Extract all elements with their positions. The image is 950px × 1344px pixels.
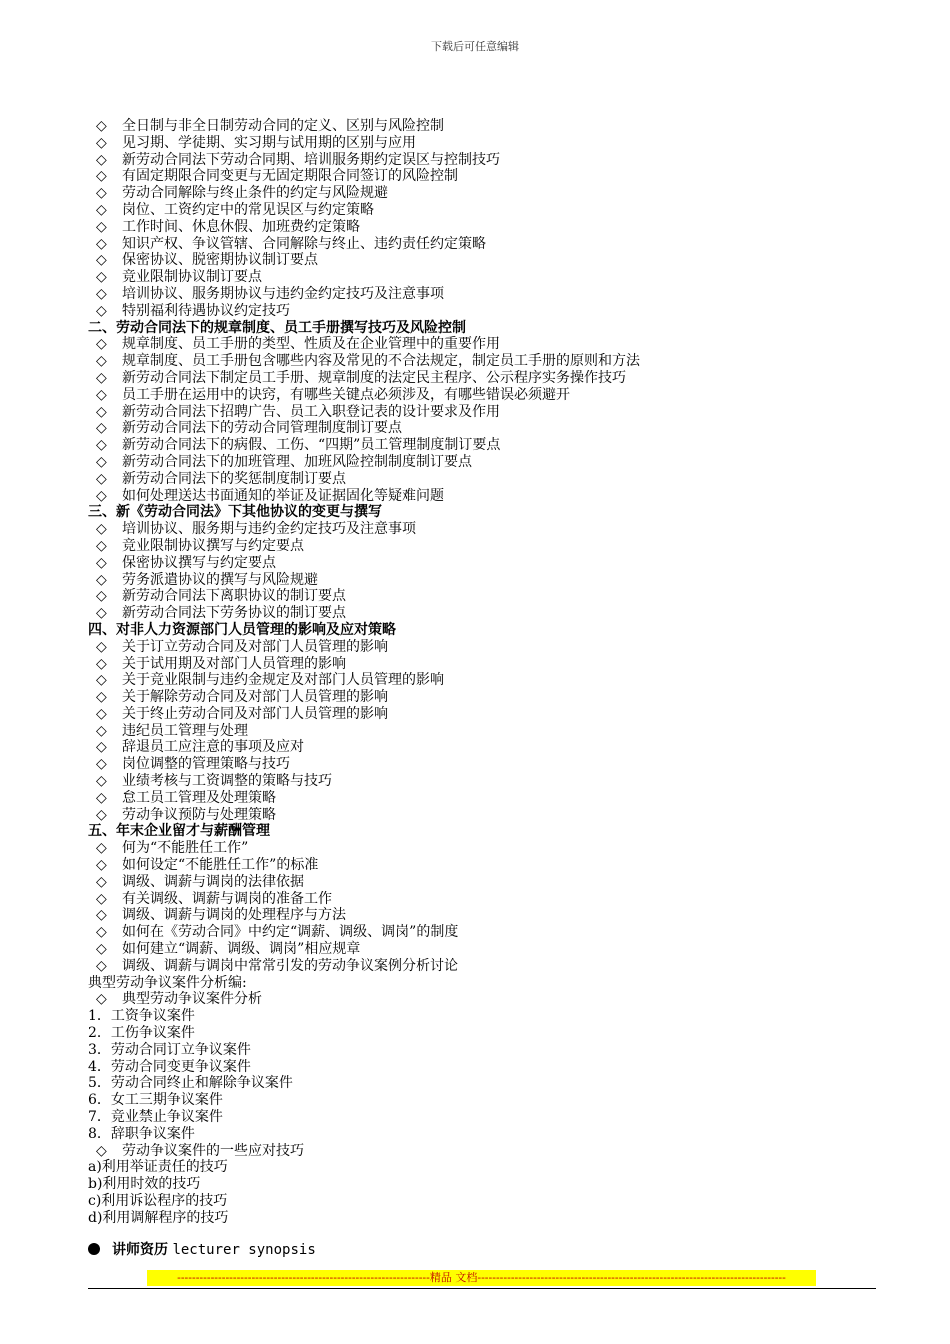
list-item-text: 新劳动合同法下离职协议的制订要点 (122, 588, 346, 605)
diamond-bullet-icon: ◇ (96, 302, 107, 319)
list-item-text: 关于终止劳动合同及对部门人员管理的影响 (122, 705, 388, 722)
section-heading: 五、年末企业留才与薪酬管理 (88, 823, 270, 840)
diamond-bullet-icon: ◇ (96, 756, 107, 773)
diamond-bullet-icon: ◇ (96, 168, 107, 185)
text-line: 7．竞业禁止争议案件 (88, 1109, 223, 1126)
diamond-bullet-icon: ◇ (96, 403, 107, 420)
diamond-bullet-icon: ◇ (96, 705, 107, 722)
list-item-text: 劳务派遣协议的撰写与风险规避 (122, 571, 318, 588)
diamond-bullet-icon: ◇ (96, 857, 107, 874)
list-item-text: 岗位、工资约定中的常见误区与约定策略 (122, 201, 374, 218)
list-item-text: 劳动争议预防与处理策略 (122, 806, 276, 823)
list-item (88, 756, 868, 773)
speaker-section-heading (88, 1241, 316, 1259)
diamond-bullet-icon: ◇ (96, 638, 107, 655)
text-line: c)利用诉讼程序的技巧 (88, 1193, 228, 1209)
footer-right-dashes: ----------------------------------------------------------------------------------- (477, 1271, 786, 1284)
diamond-bullet-icon: ◇ (96, 201, 107, 218)
diamond-bullet-icon: ◇ (96, 235, 107, 252)
list-item-text: 何为“不能胜任工作” (122, 840, 249, 857)
diamond-bullet-icon: ◇ (96, 285, 107, 302)
list-item-text: 怠工员工管理及处理策略 (122, 789, 276, 806)
list-item-text: 新劳动合同法下招聘广告、员工入职登记表的设计要求及作用 (122, 403, 500, 420)
list-item (88, 471, 868, 488)
list-item-text: 培训协议、服务期与违约金约定技巧及注意事项 (122, 521, 416, 538)
diamond-bullet-icon: ◇ (96, 957, 107, 974)
diamond-bullet-icon: ◇ (96, 672, 107, 689)
list-item (88, 454, 868, 471)
list-item (88, 118, 868, 135)
list-item (88, 538, 868, 555)
diamond-bullet-icon: ◇ (96, 353, 107, 370)
diamond-bullet-icon: ◇ (96, 437, 107, 454)
list-item (88, 874, 868, 891)
list-item-text: 违纪员工管理与处理 (122, 722, 248, 739)
diamond-bullet-icon: ◇ (96, 571, 107, 588)
diamond-bullet-icon: ◇ (96, 336, 107, 353)
list-item (88, 420, 868, 437)
list-item (88, 639, 868, 656)
list-item-text: 见习期、学徒期、实习期与试用期的区别与应用 (122, 134, 416, 151)
list-item (88, 958, 868, 975)
list-item (88, 924, 868, 941)
diamond-bullet-icon: ◇ (96, 722, 107, 739)
list-item-text: 新劳动合同法下的加班管理、加班风险控制制度制订要点 (122, 453, 472, 470)
list-item-text: 竞业限制协议制订要点 (122, 269, 262, 286)
diamond-bullet-icon: ◇ (96, 185, 107, 202)
text-line: a)利用举证责任的技巧 (88, 1159, 228, 1176)
list-item-text: 知识产权、争议管辖、合同解除与终止、违约责任约定策略 (122, 235, 486, 252)
bullet-dot-icon (88, 1243, 100, 1255)
list-item (88, 185, 868, 202)
diamond-bullet-icon: ◇ (96, 941, 107, 958)
list-item-text: 劳动争议案件的一些应对技巧 (122, 1142, 304, 1159)
speaker-heading-cn: 讲师资历 (112, 1242, 168, 1258)
list-item-text: 保密协议撰写与约定要点 (122, 554, 276, 571)
list-item (88, 555, 868, 572)
list-item (88, 286, 868, 303)
list-item (88, 353, 868, 370)
list-item (88, 840, 868, 857)
text-line: 8．辞职争议案件 (88, 1125, 195, 1142)
list-item-text: 业绩考核与工资调整的策略与技巧 (122, 773, 332, 790)
list-item (88, 236, 868, 253)
list-item-text: 劳动合同解除与终止条件的约定与风险规避 (122, 185, 388, 202)
diamond-bullet-icon: ◇ (96, 773, 107, 790)
diamond-bullet-icon: ◇ (96, 588, 107, 605)
diamond-bullet-icon: ◇ (96, 269, 107, 286)
list-item-text: 新劳动合同法下的病假、工伤、“四期”员工管理制度制订要点 (122, 437, 501, 454)
diamond-bullet-icon: ◇ (96, 789, 107, 806)
list-item-text: 如何在《劳动合同》中约定“调薪、调级、调岗”的制度 (122, 924, 459, 941)
list-item-text: 培训协议、服务期协议与违约金约定技巧及注意事项 (122, 285, 444, 302)
list-item-text: 全日制与非全日制劳动合同的定义、区别与风险控制 (122, 118, 444, 134)
section-heading: 四、对非人力资源部门人员管理的影响及应对策略 (88, 621, 396, 638)
list-item-text: 岗位调整的管理策略与技巧 (122, 756, 290, 773)
list-item-text: 有关调级、调薪与调岗的准备工作 (122, 890, 332, 907)
list-item (88, 252, 868, 269)
list-item (88, 605, 868, 622)
text-line: 1．工资争议案件 (88, 1008, 195, 1025)
text-line: 6．女工三期争议案件 (88, 1092, 223, 1109)
diamond-bullet-icon: ◇ (96, 118, 107, 134)
list-item-text: 新劳动合同法下制定员工手册、规章制度的法定民主程序、公示程序实务操作技巧 (122, 369, 626, 386)
list-item-text: 如何处理送达书面通知的举证及证据固化等疑难问题 (122, 487, 444, 504)
diamond-bullet-icon: ◇ (96, 840, 107, 857)
footer-banner (147, 1270, 816, 1286)
diamond-bullet-icon: ◇ (96, 991, 107, 1008)
diamond-bullet-icon: ◇ (96, 420, 107, 437)
list-item (88, 689, 868, 706)
list-item (88, 336, 868, 353)
diamond-bullet-icon: ◇ (96, 605, 107, 622)
text-line: 2．工伤争议案件 (88, 1025, 195, 1042)
diamond-bullet-icon: ◇ (96, 521, 107, 538)
diamond-bullet-icon: ◇ (96, 689, 107, 706)
text-line: b)利用时效的技巧 (88, 1176, 201, 1193)
list-item (88, 168, 868, 185)
diamond-bullet-icon: ◇ (96, 151, 107, 168)
list-item-text: 工作时间、休息休假、加班费约定策略 (122, 218, 360, 235)
list-item (88, 219, 868, 236)
list-item (88, 387, 868, 404)
list-item-text: 典型劳动争议案件分析 (122, 991, 262, 1008)
list-item (88, 572, 868, 589)
diamond-bullet-icon: ◇ (96, 386, 107, 403)
footer-label: 精品 文档 (429, 1271, 478, 1284)
list-item-text: 规章制度、员工手册包含哪些内容及常见的不合法规定，制定员工手册的原则和方法 (122, 353, 640, 370)
diamond-bullet-icon: ◇ (96, 907, 107, 924)
text-line: 5．劳动合同终止和解除争议案件 (88, 1075, 293, 1092)
footer-left-dashes: -------------------------------------------------------------------- (177, 1271, 430, 1284)
speaker-heading-en: lecturer synopsis (172, 1242, 316, 1258)
list-item (88, 941, 868, 958)
list-item (88, 303, 868, 320)
list-item-text: 新劳动合同法下劳动合同期、培训服务期约定误区与控制技巧 (122, 151, 500, 168)
text-line: d)利用调解程序的技巧 (88, 1209, 229, 1226)
list-item (88, 672, 868, 689)
list-item (88, 404, 868, 421)
diamond-bullet-icon: ◇ (96, 487, 107, 504)
list-item-text: 如何设定“不能胜任工作”的标准 (122, 857, 319, 874)
footer-rule (88, 1288, 876, 1289)
list-item (88, 202, 868, 219)
list-item (88, 135, 868, 152)
diamond-bullet-icon: ◇ (96, 369, 107, 386)
page-header: 下载后可任意编辑 (431, 40, 519, 53)
list-item-text: 员工手册在运用中的诀窍，有哪些关键点必须涉及，有哪些错误必须避开 (122, 386, 570, 403)
list-item (88, 790, 868, 807)
list-item-text: 关于解除劳动合同及对部门人员管理的影响 (122, 689, 388, 706)
list-item (88, 656, 868, 673)
diamond-bullet-icon: ◇ (96, 1142, 107, 1159)
list-item (88, 269, 868, 286)
list-item-text: 关于试用期及对部门人员管理的影响 (122, 655, 346, 672)
diamond-bullet-icon: ◇ (96, 806, 107, 823)
list-item-text: 调级、调薪与调岗中常常引发的劳动争议案例分析讨论 (122, 957, 458, 974)
list-item (88, 706, 868, 723)
list-item-text: 保密协议、脱密期协议制订要点 (122, 252, 318, 269)
list-item (88, 588, 868, 605)
diamond-bullet-icon: ◇ (96, 890, 107, 907)
list-item-text: 调级、调薪与调岗的法律依据 (122, 873, 304, 890)
diamond-bullet-icon: ◇ (96, 537, 107, 554)
list-item-text: 关于竞业限制与违约金规定及对部门人员管理的影响 (122, 672, 444, 689)
section-heading: 二、劳动合同法下的规章制度、员工手册撰写技巧及风险控制 (88, 319, 466, 336)
section-heading: 三、新《劳动合同法》下其他协议的变更与撰写 (88, 504, 382, 521)
document-body (88, 118, 868, 1227)
diamond-bullet-icon: ◇ (96, 470, 107, 487)
list-item-text: 新劳动合同法下劳务协议的制订要点 (122, 605, 346, 622)
diamond-bullet-icon: ◇ (96, 134, 107, 151)
text-line: 3．劳动合同订立争议案件 (88, 1041, 251, 1058)
list-item-text: 规章制度、员工手册的类型、性质及在企业管理中的重要作用 (122, 336, 500, 353)
list-item (88, 437, 868, 454)
list-item-text: 新劳动合同法下的劳动合同管理制度制订要点 (122, 420, 402, 437)
diamond-bullet-icon: ◇ (96, 453, 107, 470)
list-item (88, 521, 868, 538)
list-item (88, 370, 868, 387)
list-item-text: 辞退员工应注意的事项及应对 (122, 739, 304, 756)
list-item-text: 关于订立劳动合同及对部门人员管理的影响 (122, 638, 388, 655)
diamond-bullet-icon: ◇ (96, 655, 107, 672)
list-item (88, 739, 868, 756)
list-item (88, 807, 868, 824)
text-line: 典型劳动争议案件分析编: (88, 974, 247, 991)
diamond-bullet-icon: ◇ (96, 739, 107, 756)
list-item-text: 竞业限制协议撰写与约定要点 (122, 537, 304, 554)
text-line: 4．劳动合同变更争议案件 (88, 1058, 251, 1075)
list-item (88, 991, 868, 1008)
diamond-bullet-icon: ◇ (96, 924, 107, 941)
list-item (88, 773, 868, 790)
list-item (88, 1143, 868, 1160)
list-item (88, 723, 868, 740)
diamond-bullet-icon: ◇ (96, 218, 107, 235)
list-item (88, 891, 868, 908)
list-item-text: 调级、调薪与调岗的处理程序与方法 (122, 907, 346, 924)
list-item-text: 新劳动合同法下的奖惩制度制订要点 (122, 470, 346, 487)
list-item (88, 907, 868, 924)
list-item (88, 857, 868, 874)
diamond-bullet-icon: ◇ (96, 873, 107, 890)
diamond-bullet-icon: ◇ (96, 554, 107, 571)
diamond-bullet-icon: ◇ (96, 252, 107, 269)
list-item-text: 如何建立“调薪、调级、调岗”相应规章 (122, 941, 361, 958)
list-item-text: 特别福利待遇协议约定技巧 (122, 302, 290, 319)
list-item (88, 152, 868, 169)
list-item (88, 488, 868, 505)
list-item-text: 有固定期限合同变更与无固定期限合同签订的风险控制 (122, 168, 458, 185)
